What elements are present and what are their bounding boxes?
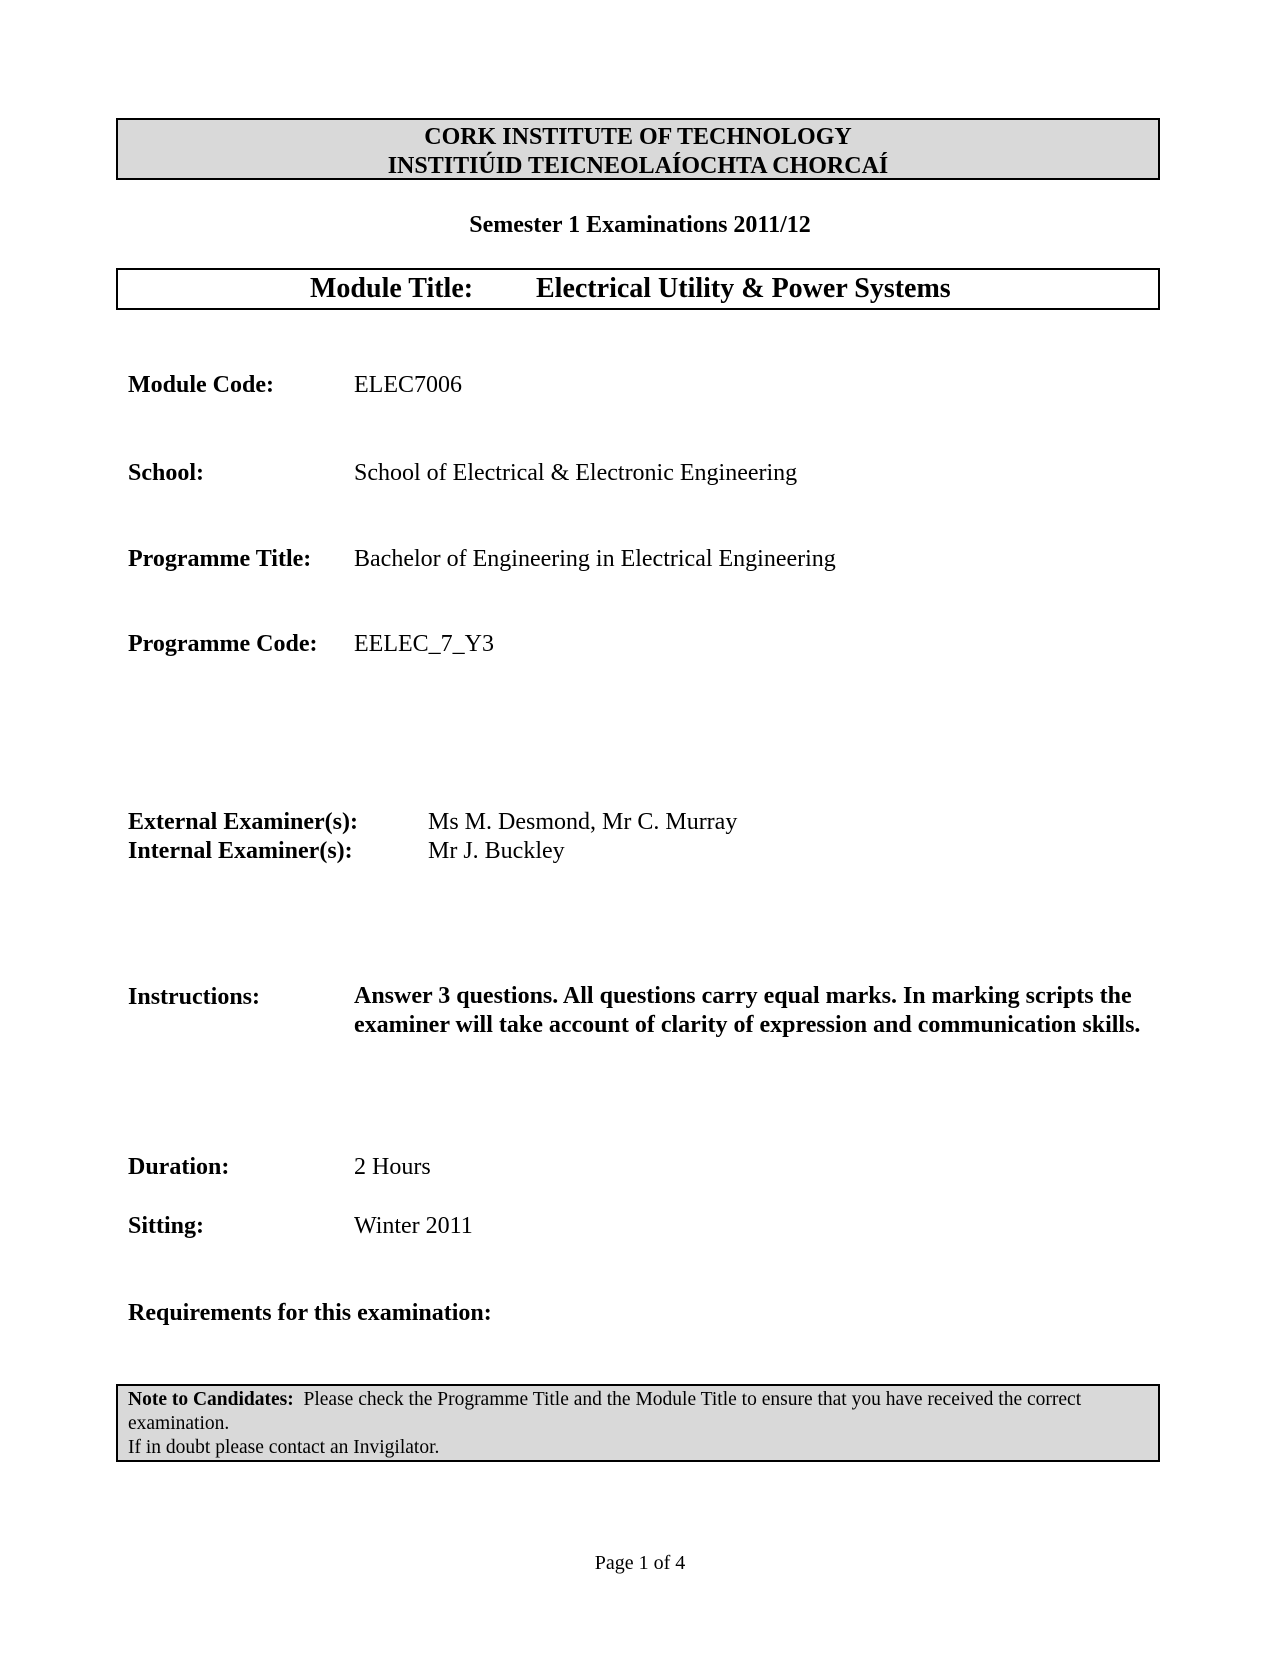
module-title-label: Module Title: xyxy=(310,273,474,304)
institute-header xyxy=(116,118,1160,180)
external-examiner-value: Ms M. Desmond, Mr C. Murray xyxy=(428,809,738,835)
module-title-box xyxy=(116,268,1160,310)
duration-value: 2 Hours xyxy=(354,1154,431,1180)
note-to-candidates-box xyxy=(116,1384,1160,1462)
sitting-label: Sitting: xyxy=(128,1213,205,1239)
note-line-2: If in doubt please contact an Invigilator. xyxy=(128,1437,440,1458)
duration-label: Duration: xyxy=(128,1154,230,1180)
semester-heading: Semester 1 Examinations 2011/12 xyxy=(469,212,811,238)
programme-title-value: Bachelor of Engineering in Electrical Engineering xyxy=(354,546,836,572)
institute-name-irish: INSTITIÚID TEICNEOLAÍOCHTA CHORCAÍ xyxy=(387,153,889,179)
external-examiner-label: External Examiner(s): xyxy=(128,809,358,835)
module-code-label: Module Code: xyxy=(128,372,274,398)
programme-code-label: Programme Code: xyxy=(128,631,318,657)
sitting-value: Winter 2011 xyxy=(354,1213,473,1239)
institute-name-english: CORK INSTITUTE OF TECHNOLOGY xyxy=(424,124,852,150)
internal-examiner-label: Internal Examiner(s): xyxy=(128,838,353,864)
note-paragraph xyxy=(128,1388,1148,1436)
school-label: School: xyxy=(128,460,205,486)
note-label: Note to Candidates: xyxy=(128,1389,294,1410)
requirements-label: Requirements for this examination: xyxy=(128,1300,492,1326)
module-title-value: Electrical Utility & Power Systems xyxy=(536,273,951,304)
school-value: School of Electrical & Electronic Engineering xyxy=(354,460,798,486)
internal-examiner-value: Mr J. Buckley xyxy=(428,838,565,864)
programme-title-label: Programme Title: xyxy=(128,546,312,572)
page-number: Page 1 of 4 xyxy=(594,1552,686,1574)
note-text: Please check the Programme Title and the Module Title to ensure that you have received the correct examination. xyxy=(128,1389,1082,1434)
programme-code-value: EELEC_7_Y3 xyxy=(354,631,494,657)
instructions-text: Answer 3 questions. All questions carry equal marks. In marking scripts the examiner will take account of clarity of expression and communication skills. xyxy=(354,983,1141,1038)
module-code-value: ELEC7006 xyxy=(354,372,462,398)
instructions-label: Instructions: xyxy=(128,984,261,1010)
